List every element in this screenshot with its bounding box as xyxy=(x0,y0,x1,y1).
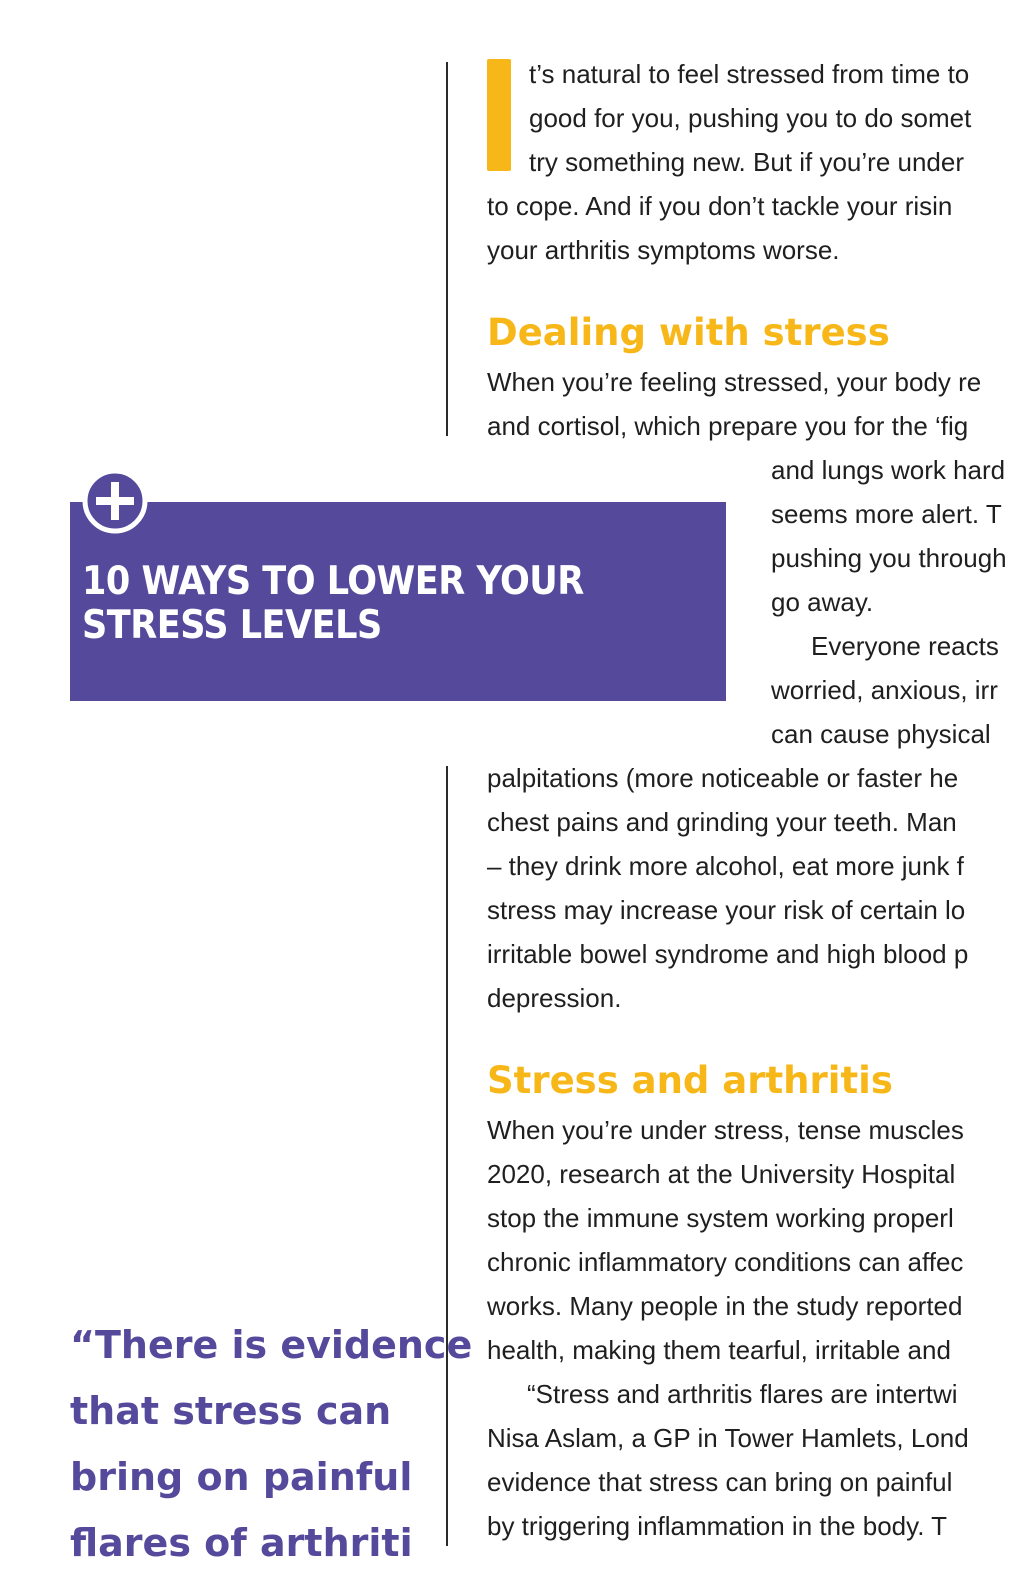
body-line: health, making them tearful, irritable and xyxy=(487,1335,951,1365)
body-line: – they drink more alcohol, eat more junk f xyxy=(487,851,964,881)
body-line: pushing you through xyxy=(771,543,1007,573)
body-line: “Stress and arthritis flares are intertwi xyxy=(527,1379,958,1409)
column-divider-top xyxy=(446,62,448,436)
pull-quote-line: “There is evidence xyxy=(70,1323,473,1367)
body-line: Everyone reacts xyxy=(811,631,999,661)
feature-box[interactable] xyxy=(70,502,726,701)
body-line: When you’re feeling stressed, your body re xyxy=(487,367,982,397)
drop-cap-i xyxy=(487,59,511,171)
body-line: go away. xyxy=(771,587,874,617)
body-line: evidence that stress can bring on painful xyxy=(487,1467,953,1497)
intro-line: t’s natural to feel stressed from time to xyxy=(529,59,970,89)
feature-box-title xyxy=(82,560,584,648)
body-line: can cause physical xyxy=(771,719,991,749)
plus-circle-icon[interactable] xyxy=(80,466,150,536)
intro-line: try something new. But if you’re under xyxy=(529,147,965,177)
pull-quote-line: that stress can xyxy=(70,1389,392,1433)
intro-line: good for you, pushing you to do somet xyxy=(529,103,972,133)
feature-box-title-line: STRESS LEVELS xyxy=(82,603,382,648)
body-line: by triggering inflammation in the body. T xyxy=(487,1511,948,1541)
body-line: Nisa Aslam, a GP in Tower Hamlets, Lond xyxy=(487,1423,969,1453)
body-line: depression. xyxy=(487,983,622,1013)
body-line: and lungs work hard xyxy=(771,455,1006,485)
section-heading-dealing-with-stress: Dealing with stress xyxy=(487,311,890,354)
pull-quote-line: flares of arthriti xyxy=(70,1521,413,1565)
column-divider-bottom xyxy=(446,766,448,1546)
body-line: chronic inflammatory conditions can affec xyxy=(487,1247,964,1277)
body-line: works. Many people in the study reported xyxy=(487,1291,963,1321)
body-line: seems more alert. T xyxy=(771,499,1002,529)
body-line: palpitations (more noticeable or faster he xyxy=(487,763,959,793)
body-line: irritable bowel syndrome and high blood p xyxy=(487,939,969,969)
feature-box-title-line: 10 WAYS TO LOWER YOUR xyxy=(82,559,584,604)
body-line: stress may increase your risk of certain lo xyxy=(487,895,966,925)
intro-line: your arthritis symptoms worse. xyxy=(487,235,840,265)
body-line: When you’re under stress, tense muscles xyxy=(487,1115,964,1145)
body-line: worried, anxious, irr xyxy=(771,675,998,705)
body-line: chest pains and grinding your teeth. Man xyxy=(487,807,957,837)
body-line: and cortisol, which prepare you for the ‘fig xyxy=(487,411,969,441)
section-heading-stress-and-arthritis: Stress and arthritis xyxy=(487,1059,893,1102)
intro-line: to cope. And if you don’t tackle your risin xyxy=(487,191,953,221)
pull-quote-line: bring on painful xyxy=(70,1455,413,1499)
body-line: stop the immune system working properl xyxy=(487,1203,954,1233)
body-line: 2020, research at the University Hospital xyxy=(487,1159,956,1189)
